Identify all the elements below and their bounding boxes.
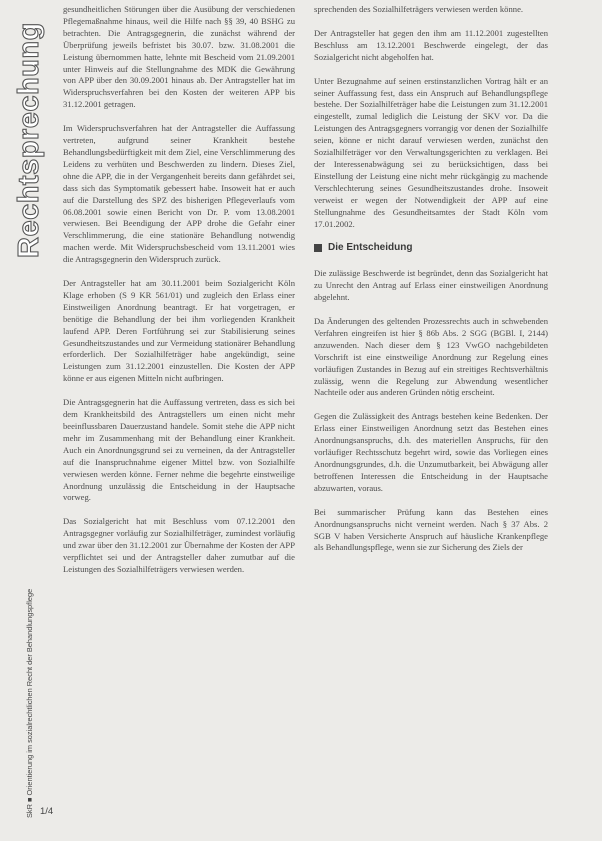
paragraph: Die zulässige Beschwerde ist begründet, denn das Sozialgericht hat zu Unrecht den Antrag auf Erlass einer einstweiligen Anordnung abgelehnt. <box>314 268 548 303</box>
margin-caption <box>16 520 40 820</box>
page-number: 1/4 <box>40 806 54 817</box>
paragraph: Das Sozialgericht hat mit Beschluss vom 07.12.2001 den Antragsgegner vorläufig zur Sozialhilfeträger, zumindest vorläufig und zwar über den 31.12.2001 zur Übernahme der Kosten der APP verpflichtet sei und der Antragsteller daher zumutbar auf die Leistungen des Sozialhilfeträgers verwiesen werden. <box>63 516 295 574</box>
section-title-text: Rechtsprechung <box>13 22 45 258</box>
right-column <box>314 0 548 566</box>
paragraph: Gegen die Zulässigkeit des Antrags bestehen keine Bedenken. Der Erlass einer Einstweiligen Anordnung setzt das Bestehen eines Anordnungsanspruchs, d.h. des materiellen Anspruchs, für den vorläufiger Rechtsschutz begehrt wird, sowie das Vorliegen eines Anordnungsgrundes, d.h. die Unzumutbarkeit, bei Abwägung aller betroffenen Interessen die Entscheidung in der Hauptsache abzuwarten, voraus. <box>314 411 548 493</box>
paragraph: Der Antragsteller hat am 30.11.2001 beim Sozialgericht Köln Klage erhoben (S 9 KR 561/01) und zugleich den Erlass einer Einstweiligen Anordnung beantragt. Er hat vorgetragen, er benötige die Behandlung der bei ihm vorliegenden Krankheit laufend APP. Deren Fortführung sei zur Stabilisierung seines Gesundheitszustandes und zur Vermeidung stationärer Behandlung erforderlich. Der Sozialhilfeträger habe angekündigt, seine Leistungen zum 31.12.2001 einzustellen. Die Kosten der APP könne er aus eigenen Mitteln nicht aufbringen. <box>63 278 295 384</box>
paragraph: Der Antragsteller hat gegen den ihm am 11.12.2001 zugestellten Beschluss am 13.12.2001 Beschwerde eingelegt, der das Sozialgericht nicht abgeholfen hat. <box>314 27 548 62</box>
paragraph: gesundheitlichen Störungen über die Ausübung der verschiedenen Pflegemaßnahme hinaus, weil die Hilfe nach §§ 39, 40 BSHG zu betrachten. Die Antragsgegnerin, die zunächst während der Überprüfung jeweils befristet bis 30.07. bzw. 31.08.2001 die Leistung übernommen hatte, lehnte mit Bescheid vom 21.09.2001 unter Hinweis auf die Stellungnahme des MDK die Gewährung von APP über den 30.09.2001 hinaus ab. Der Antragsteller hat im Widerspruchsverfahren bei den Kosten der weiteren APP bis 31.12.2001 getragen. <box>63 4 295 110</box>
square-bullet-icon <box>314 244 322 252</box>
left-column <box>63 0 295 588</box>
paragraph: Die Antragsgegnerin hat die Auffassung vertreten, dass es sich bei dem Krankheitsbild des Antragstellers um einen nicht mehr beeinflussbaren Dauerzustand handele. Somit stehe die APP nicht mehr im Zusammenhang mit der Behandlung einer Krankheit. Auch ein Anordnungsgrund sei zu verneinen, da der Antragsteller auf die Inanspruchnahme eigener Mittel bzw. von Sozialhilfe verwiesen werden könne. Ferner nehme die begehrte einstweilige Anordnung unzulässig die Entscheidung in der Hauptsache vorweg. <box>63 397 295 503</box>
paragraph: Unter Bezugnahme auf seinen erstinstanzlichen Vortrag hält er an seiner Auffassung fest, dass ein Anspruch auf Behandlungspflege bestehe. Der Sozialhilfeträger habe die Leistungen zum 31.12.2001 eingestellt, zumal lediglich die Leistung der SKV vor. Da die Leistungen des Antragsgegners vorrangig vor denen der Sozialhilfe seien, könne er nicht darauf verwiesen werden, zunächst den Sozialhilfeträger vor den Verwaltungsgerichten zu verklagen. Bei der Interessenabwägung sei zu berücksichtigen, dass bei Einstellung der Leistung eine nicht mehr rückgängig zu machende Verschlechterung seines Gesundheitszustandes drohe. Insoweit verweist er wegen der Notwendigkeit der APP auf eine Stellungnahme des Gesundheitsamtes der Stadt Köln vom 17.01.2002. <box>314 75 548 229</box>
paragraph: Da Änderungen des geltenden Prozessrechts auch in schwebenden Verfahren eingreifen ist hier § 86b Abs. 2 SGG (BGBl. I, 2144) anzuwenden. Nach dieser dem § 123 VwGO nachgebildeten Vorschrift ist eine einstweilige Anordnung zur Regelung eines vorläufigen Zustandes in Bezug auf ein streitiges Rechtsverhältnis zulässig, wenn die Regelung zur Abwendung wesentlicher Nachteile oder aus anderen Gründen nötig erscheint. <box>314 316 548 398</box>
margin-caption-text: SkR ■ Orientierung im sozialrechtlichen Recht der Behandlungspflege <box>25 588 34 818</box>
paragraph: Im Widerspruchsverfahren hat der Antragsteller die Auffassung vertreten, aufgrund seiner Krankheit bestehe Behandlungsbedürftigkeit mit dem Ziel, eine Verschlimmerung des Leidens zu verhüten und Beschwerden zu lindern. Dieses Ziel, ohne die APP, die in der Vergangenheit bereits dann gefährdet sei, dass sich das Symptomatik gebessert habe. Insoweit hat er auch auf die Darstellung des SPZ des bisherigen Pflegeverlaufs vom 06.08.2001 sowie einen Bericht von Dr. P. vom 13.08.2001 verwiesen. Bei Beendigung der APP drohe die Gefahr einer Verschlimmerung, die eine stationäre Behandlung notwendig machen werde. Mit Widerspruchsbescheid vom 13.11.2001 wies die Antragsgegnerin den Widerspruch zurück. <box>63 123 295 265</box>
paragraph: sprechenden des Sozialhilfeträgers verwiesen werden könne. <box>314 4 524 14</box>
section-title-vertical <box>8 10 48 260</box>
section-heading-text: Die Entscheidung <box>328 242 413 254</box>
paragraph: Bei summarischer Prüfung kann das Bestehen eines Anordnungsanspruchs nicht verneint werden. Nach § 37 Abs. 2 SGB V haben Versicherte Anspruch auf häusliche Krankenpflege als Behandlungspflege, wenn sie zur Sicherung des Ziels der <box>314 506 548 553</box>
section-heading <box>314 242 548 254</box>
